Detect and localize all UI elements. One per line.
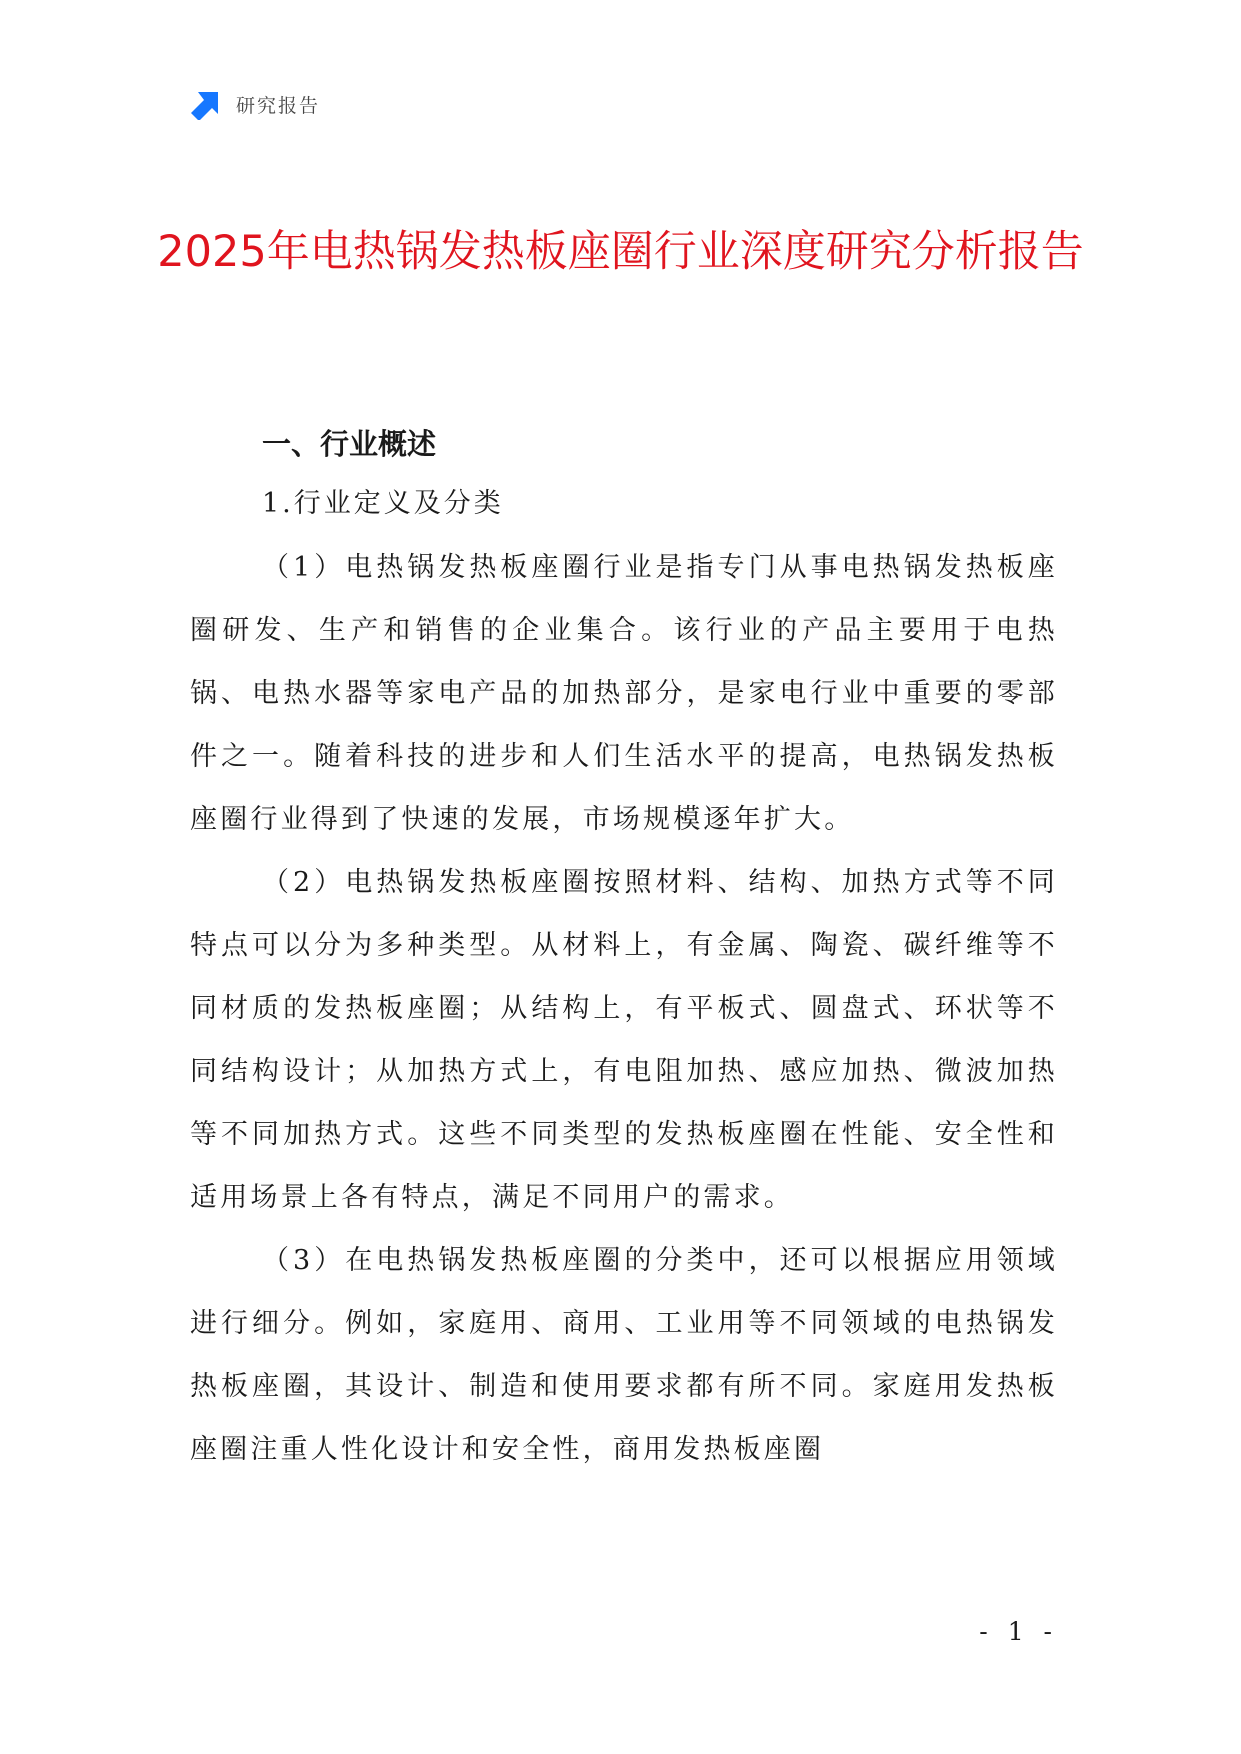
paragraph-1: （1）电热锅发热板座圈行业是指专门从事电热锅发热板座圈研发、生产和销售的企业集合。该行业的产品主要用于电热锅、电热水器等家电产品的加热部分，是家电行业中重要的零部件之一。随着科技的进步和人们生活水平的提高，电热锅发热板座圈行业得到了快速的发展，市场规模逐年扩大。 bbox=[190, 552, 1058, 835]
paragraph-2: （2）电热锅发热板座圈按照材料、结构、加热方式等不同特点可以分为多种类型。从材料上，有金属、陶瓷、碳纤维等不同材质的发热板座圈；从结构上，有平板式、圆盘式、环状等不同结构设计；从加热方式上，有电阻加热、感应加热、微波加热等不同加热方式。这些不同类型的发热板座圈在性能、安全性和适用场景上各有特点，满足不同用户的需求。 bbox=[190, 867, 1058, 1213]
section-heading: 一、行业概述 bbox=[262, 427, 437, 461]
subsection-heading: 1.行业定义及分类 bbox=[262, 488, 504, 519]
document-body bbox=[190, 410, 1058, 1481]
paragraph-3: （3）在电热锅发热板座圈的分类中，还可以根据应用领域进行细分。例如，家庭用、商用、工业用等不同领域的电热锅发热板座圈，其设计、制造和使用要求都有所不同。家庭用发热板座圈注重人性化设计和安全性，商用发热板座圈 bbox=[190, 1245, 1058, 1465]
report-logo-icon bbox=[190, 88, 222, 120]
header-label: 研究报告 bbox=[236, 94, 321, 117]
document-title: 2025年电热锅发热板座圈行业深度研究分析报告 bbox=[157, 227, 1084, 277]
page-number: - 1 - bbox=[979, 1617, 1058, 1646]
page-header bbox=[190, 88, 320, 120]
